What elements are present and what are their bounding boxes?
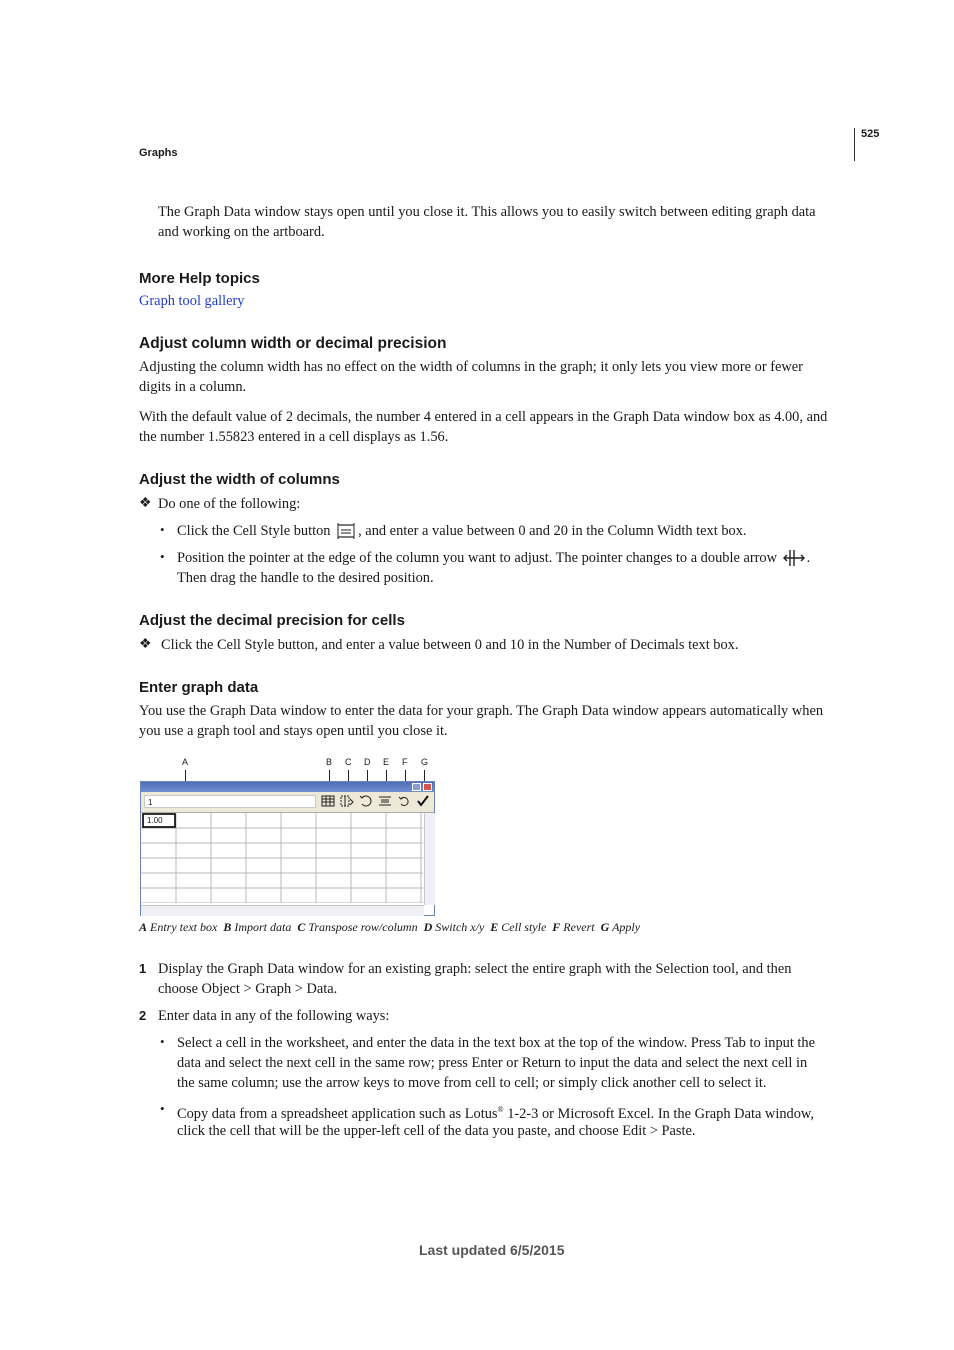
bullet: • xyxy=(160,1101,165,1116)
callout-e: E xyxy=(383,757,390,767)
caption-letter-a: A xyxy=(139,920,148,934)
import-data-icon xyxy=(321,795,335,807)
caption-letter-d: D xyxy=(423,920,433,934)
revert-button[interactable] xyxy=(396,795,411,809)
running-head: Graphs xyxy=(139,147,178,159)
window-titlebar xyxy=(141,782,434,792)
step-marker: ❖ xyxy=(139,496,152,511)
transpose-icon xyxy=(340,795,354,807)
step2-bullet1-line1: Select a cell in the worksheet, and enter the data in the text box at the top of the window. Press Tab to input the xyxy=(177,1035,816,1051)
width-intro: Do one of the following: xyxy=(158,496,301,512)
bullet: • xyxy=(160,522,165,537)
step-marker: ❖ xyxy=(139,637,152,652)
step2-bullet2-text-a: Copy data from a spreadsheet application such as Lotus xyxy=(177,1105,498,1122)
caption-letter-f: F xyxy=(552,920,561,934)
graph-tool-gallery-link[interactable]: Graph tool gallery xyxy=(139,293,245,309)
checkmark-icon xyxy=(416,795,430,807)
close-icon[interactable] xyxy=(423,783,432,791)
callout-f: F xyxy=(402,757,408,767)
cell-style-button[interactable] xyxy=(377,795,392,809)
cell-style-icon xyxy=(378,795,392,807)
enter-paragraph-line1: You use the Graph Data window to enter the data for your graph. The Graph Data window appears automatically when xyxy=(139,703,824,719)
precision-paragraph1-line2: digits in a column. xyxy=(139,379,247,395)
page-number: 525 xyxy=(861,128,880,140)
selected-cell-value: 1.00 xyxy=(147,816,163,825)
width-bullet2-text-a: Position the pointer at the edge of the column you want to adjust. The pointer changes to a double arrow xyxy=(177,550,778,566)
precision-paragraph1-line1: Adjusting the column width has no effect on the width of columns in the graph; it only lets you view more or fewer xyxy=(139,359,803,375)
header-rule xyxy=(854,128,855,161)
width-bullet1-text-a: Click the Cell Style button xyxy=(177,523,331,539)
window-toolbar xyxy=(141,792,434,813)
width-bullet2-line2: Then drag the handle to the desired position. xyxy=(177,570,434,586)
step-number-1: 1 xyxy=(139,961,147,976)
graph-data-window xyxy=(140,781,435,916)
caption-text-c: Transpose row/column xyxy=(308,920,418,934)
double-arrow-icon xyxy=(783,549,805,573)
bullet: • xyxy=(160,549,165,564)
data-grid[interactable] xyxy=(141,813,423,903)
apply-button[interactable] xyxy=(415,795,430,809)
transpose-button[interactable] xyxy=(339,795,354,809)
horizontal-scrollbar[interactable] xyxy=(141,905,424,916)
section-heading-decimal: Adjust the decimal precision for cells xyxy=(139,612,405,629)
step-number-2: 2 xyxy=(139,1008,147,1023)
step2-text: Enter data in any of the following ways: xyxy=(158,1008,390,1024)
width-bullet1-text-b: , and enter a value between 0 and 20 in the Column Width text box. xyxy=(358,523,747,539)
enter-paragraph-line2: you use a graph tool and stays open until you close it. xyxy=(139,723,448,739)
caption-letter-b: B xyxy=(223,920,232,934)
vertical-scrollbar[interactable] xyxy=(424,813,435,905)
callout-g: G xyxy=(421,757,429,767)
caption-letter-c: C xyxy=(297,920,306,934)
more-help-heading: More Help topics xyxy=(139,270,260,287)
callout-c: C xyxy=(345,757,352,767)
intro-paragraph-line1: The Graph Data window stays open until you close it. This allows you to easily switch between editing graph data xyxy=(158,204,816,220)
caption-text-b: Import data xyxy=(234,920,292,934)
intro-paragraph-line2: and working on the artboard. xyxy=(158,224,325,240)
bullet: • xyxy=(160,1034,165,1049)
switch-xy-icon xyxy=(359,795,373,807)
caption-letter-g: G xyxy=(600,920,610,934)
restore-icon[interactable] xyxy=(412,783,421,791)
callout-a: A xyxy=(182,757,189,767)
step2-bullet1-line2: data and select the next cell in the same row; press Enter or Return to input the data and select the next cell in xyxy=(177,1055,808,1071)
caption-text-g: Apply xyxy=(612,920,641,934)
section-heading-enter: Enter graph data xyxy=(139,679,259,696)
caption-text-f: Revert xyxy=(563,920,595,934)
grid-lines xyxy=(141,813,423,903)
caption-letter-e: E xyxy=(490,920,499,934)
cell-style-icon xyxy=(336,522,356,546)
decimal-text: Click the Cell Style button, and enter a value between 0 and 10 in the Number of Decimals text box. xyxy=(161,637,739,653)
step2-bullet2-line2: click the cell that will be the upper-left cell of the data you paste, and choose Edit > Paste. xyxy=(177,1123,696,1139)
registered-mark: ® xyxy=(497,1105,504,1114)
figure-caption xyxy=(139,920,640,935)
import-data-button[interactable] xyxy=(320,795,335,809)
caption-text-e: Cell style xyxy=(501,920,547,934)
revert-icon xyxy=(397,795,411,807)
callout-d: D xyxy=(364,757,371,767)
entry-text-box[interactable]: 1 xyxy=(144,795,316,808)
last-updated-footer: Last updated 6/5/2015 xyxy=(419,1242,565,1258)
callout-b: B xyxy=(326,757,333,767)
section-heading-precision: Adjust column width or decimal precision xyxy=(139,335,447,352)
section-heading-width: Adjust the width of columns xyxy=(139,471,340,488)
step1-line2: choose Object > Graph > Data. xyxy=(158,981,338,997)
width-bullet2-text-b: . xyxy=(806,550,811,566)
caption-text-a: Entry text box xyxy=(150,920,218,934)
switch-xy-button[interactable] xyxy=(358,795,373,809)
caption-text-d: Switch x/y xyxy=(435,920,485,934)
step2-bullet1-line3: the same column; use the arrow keys to move from cell to cell; or simply click another cell to select it. xyxy=(177,1075,767,1091)
step1-line1: Display the Graph Data window for an existing graph: select the entire graph with the Selection tool, and then xyxy=(158,961,792,977)
graph-data-window-figure xyxy=(139,757,439,920)
width-bullet1 xyxy=(177,521,747,546)
step2-bullet2-text-b: 1-2-3 or Microsoft Excel. In the Graph Data window, xyxy=(503,1105,814,1122)
precision-paragraph2-line1: With the default value of 2 decimals, the number 4 entered in a cell appears in the Graph Data window box as 4.00, and xyxy=(139,409,828,425)
precision-paragraph2-line2: the number 1.55823 entered in a cell displays as 1.56. xyxy=(139,429,449,445)
